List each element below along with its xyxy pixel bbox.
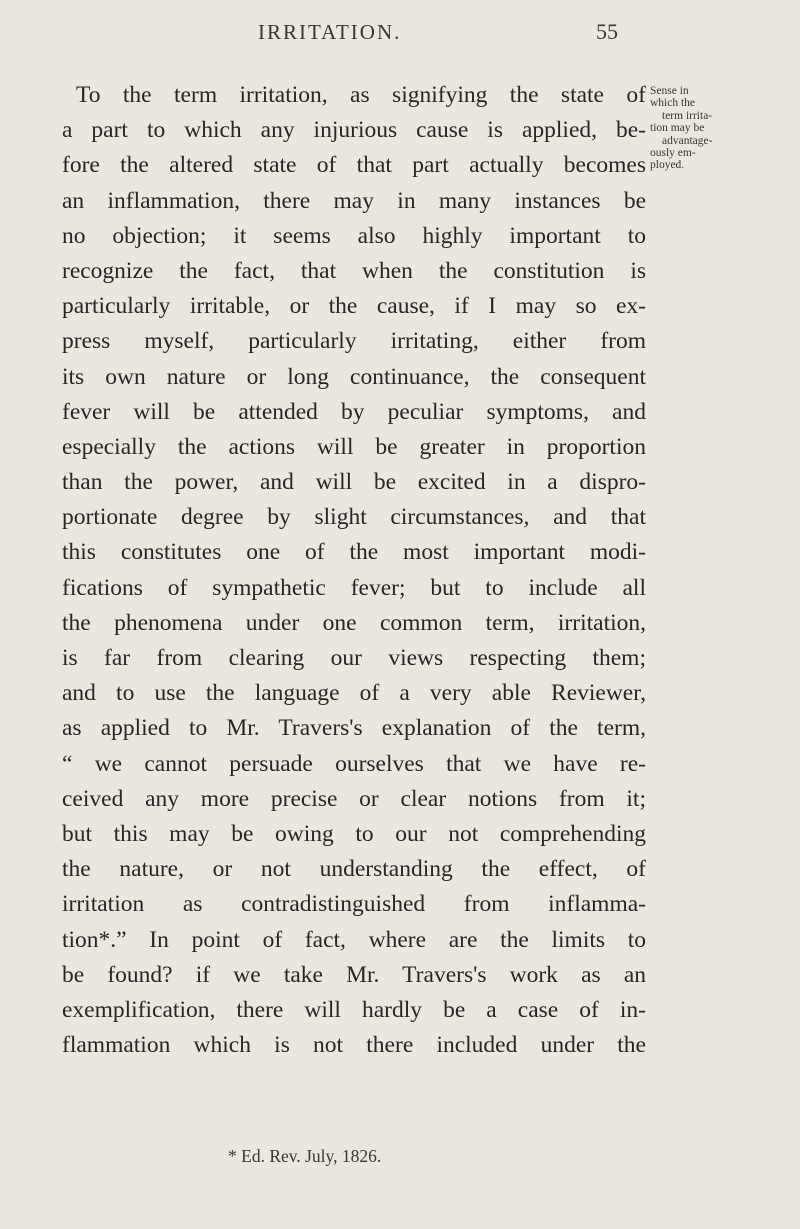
body-line: fever will be attended by peculiar symptoms, and bbox=[62, 398, 646, 425]
body-line: as applied to Mr. Travers's explanation of the term, bbox=[62, 715, 646, 742]
body-line: and to use the language of a very able Reviewer, bbox=[62, 680, 646, 707]
body-line: especially the actions will be greater in proportion bbox=[62, 433, 646, 460]
marginal-note-line: advantage- bbox=[662, 134, 713, 147]
running-head bbox=[0, 20, 800, 50]
marginal-note-line: ployed. bbox=[650, 159, 685, 172]
body-line: portionate degree by slight circumstances, and that bbox=[62, 504, 646, 531]
body-line: flammation which is not there included under the bbox=[62, 1032, 646, 1059]
running-title: IRRITATION. bbox=[258, 20, 402, 44]
body-line: but this may be owing to our not comprehending bbox=[62, 820, 646, 847]
body-line: a part to which any injurious cause is applied, be- bbox=[62, 117, 646, 144]
body-line: than the power, and will be excited in a dispro- bbox=[62, 469, 646, 496]
body-line: the phenomena under one common term, irritation, bbox=[62, 609, 646, 636]
body-line: press myself, particularly irritating, either from bbox=[62, 328, 646, 355]
marginal-note-line: Sense in bbox=[650, 85, 689, 97]
body-line: tion*.” In point of fact, where are the limits to bbox=[62, 926, 646, 953]
body-line: irritation as contradistinguished from inflamma- bbox=[62, 891, 646, 918]
body-line: “ we cannot persuade ourselves that we have re- bbox=[62, 750, 646, 777]
body-line: be found? if we take Mr. Travers's work as an bbox=[62, 961, 646, 988]
marginal-note-line: term irrita- bbox=[662, 109, 713, 122]
body-line: recognize the fact, that when the constitution is bbox=[62, 257, 646, 284]
body-line: is far from clearing our views respecting them; bbox=[62, 645, 646, 671]
body-line: fore the altered state of that part actually becomes bbox=[62, 152, 646, 179]
marginal-note-line: tion may be bbox=[650, 122, 705, 135]
body-line: the nature, or not understanding the effect, of bbox=[62, 856, 646, 883]
body-line: ceived any more precise or clear notions from it; bbox=[62, 785, 646, 812]
marginal-note-line: ously em- bbox=[650, 147, 696, 160]
marginal-note-line: which the bbox=[650, 97, 696, 110]
page-number: 55 bbox=[596, 19, 618, 44]
body-line: its own nature or long continuance, the consequent bbox=[62, 363, 646, 390]
marginal-note bbox=[650, 85, 798, 172]
body-line: no objection; it seems also highly important to bbox=[62, 222, 646, 249]
footnote: * Ed. Rev. July, 1826. bbox=[228, 1146, 382, 1166]
body-text bbox=[62, 78, 646, 1063]
body-line: an inflammation, there may in many instances be bbox=[62, 187, 646, 214]
body-line: fications of sympathetic fever; but to include all bbox=[62, 574, 646, 601]
body-line: particularly irritable, or the cause, if I may so ex- bbox=[62, 293, 646, 320]
body-line: this constitutes one of the most important modi- bbox=[62, 539, 646, 566]
body-line: exemplification, there will hardly be a case of in- bbox=[62, 996, 646, 1023]
body-line: To the term irritation, as signifying the state of bbox=[76, 82, 646, 108]
